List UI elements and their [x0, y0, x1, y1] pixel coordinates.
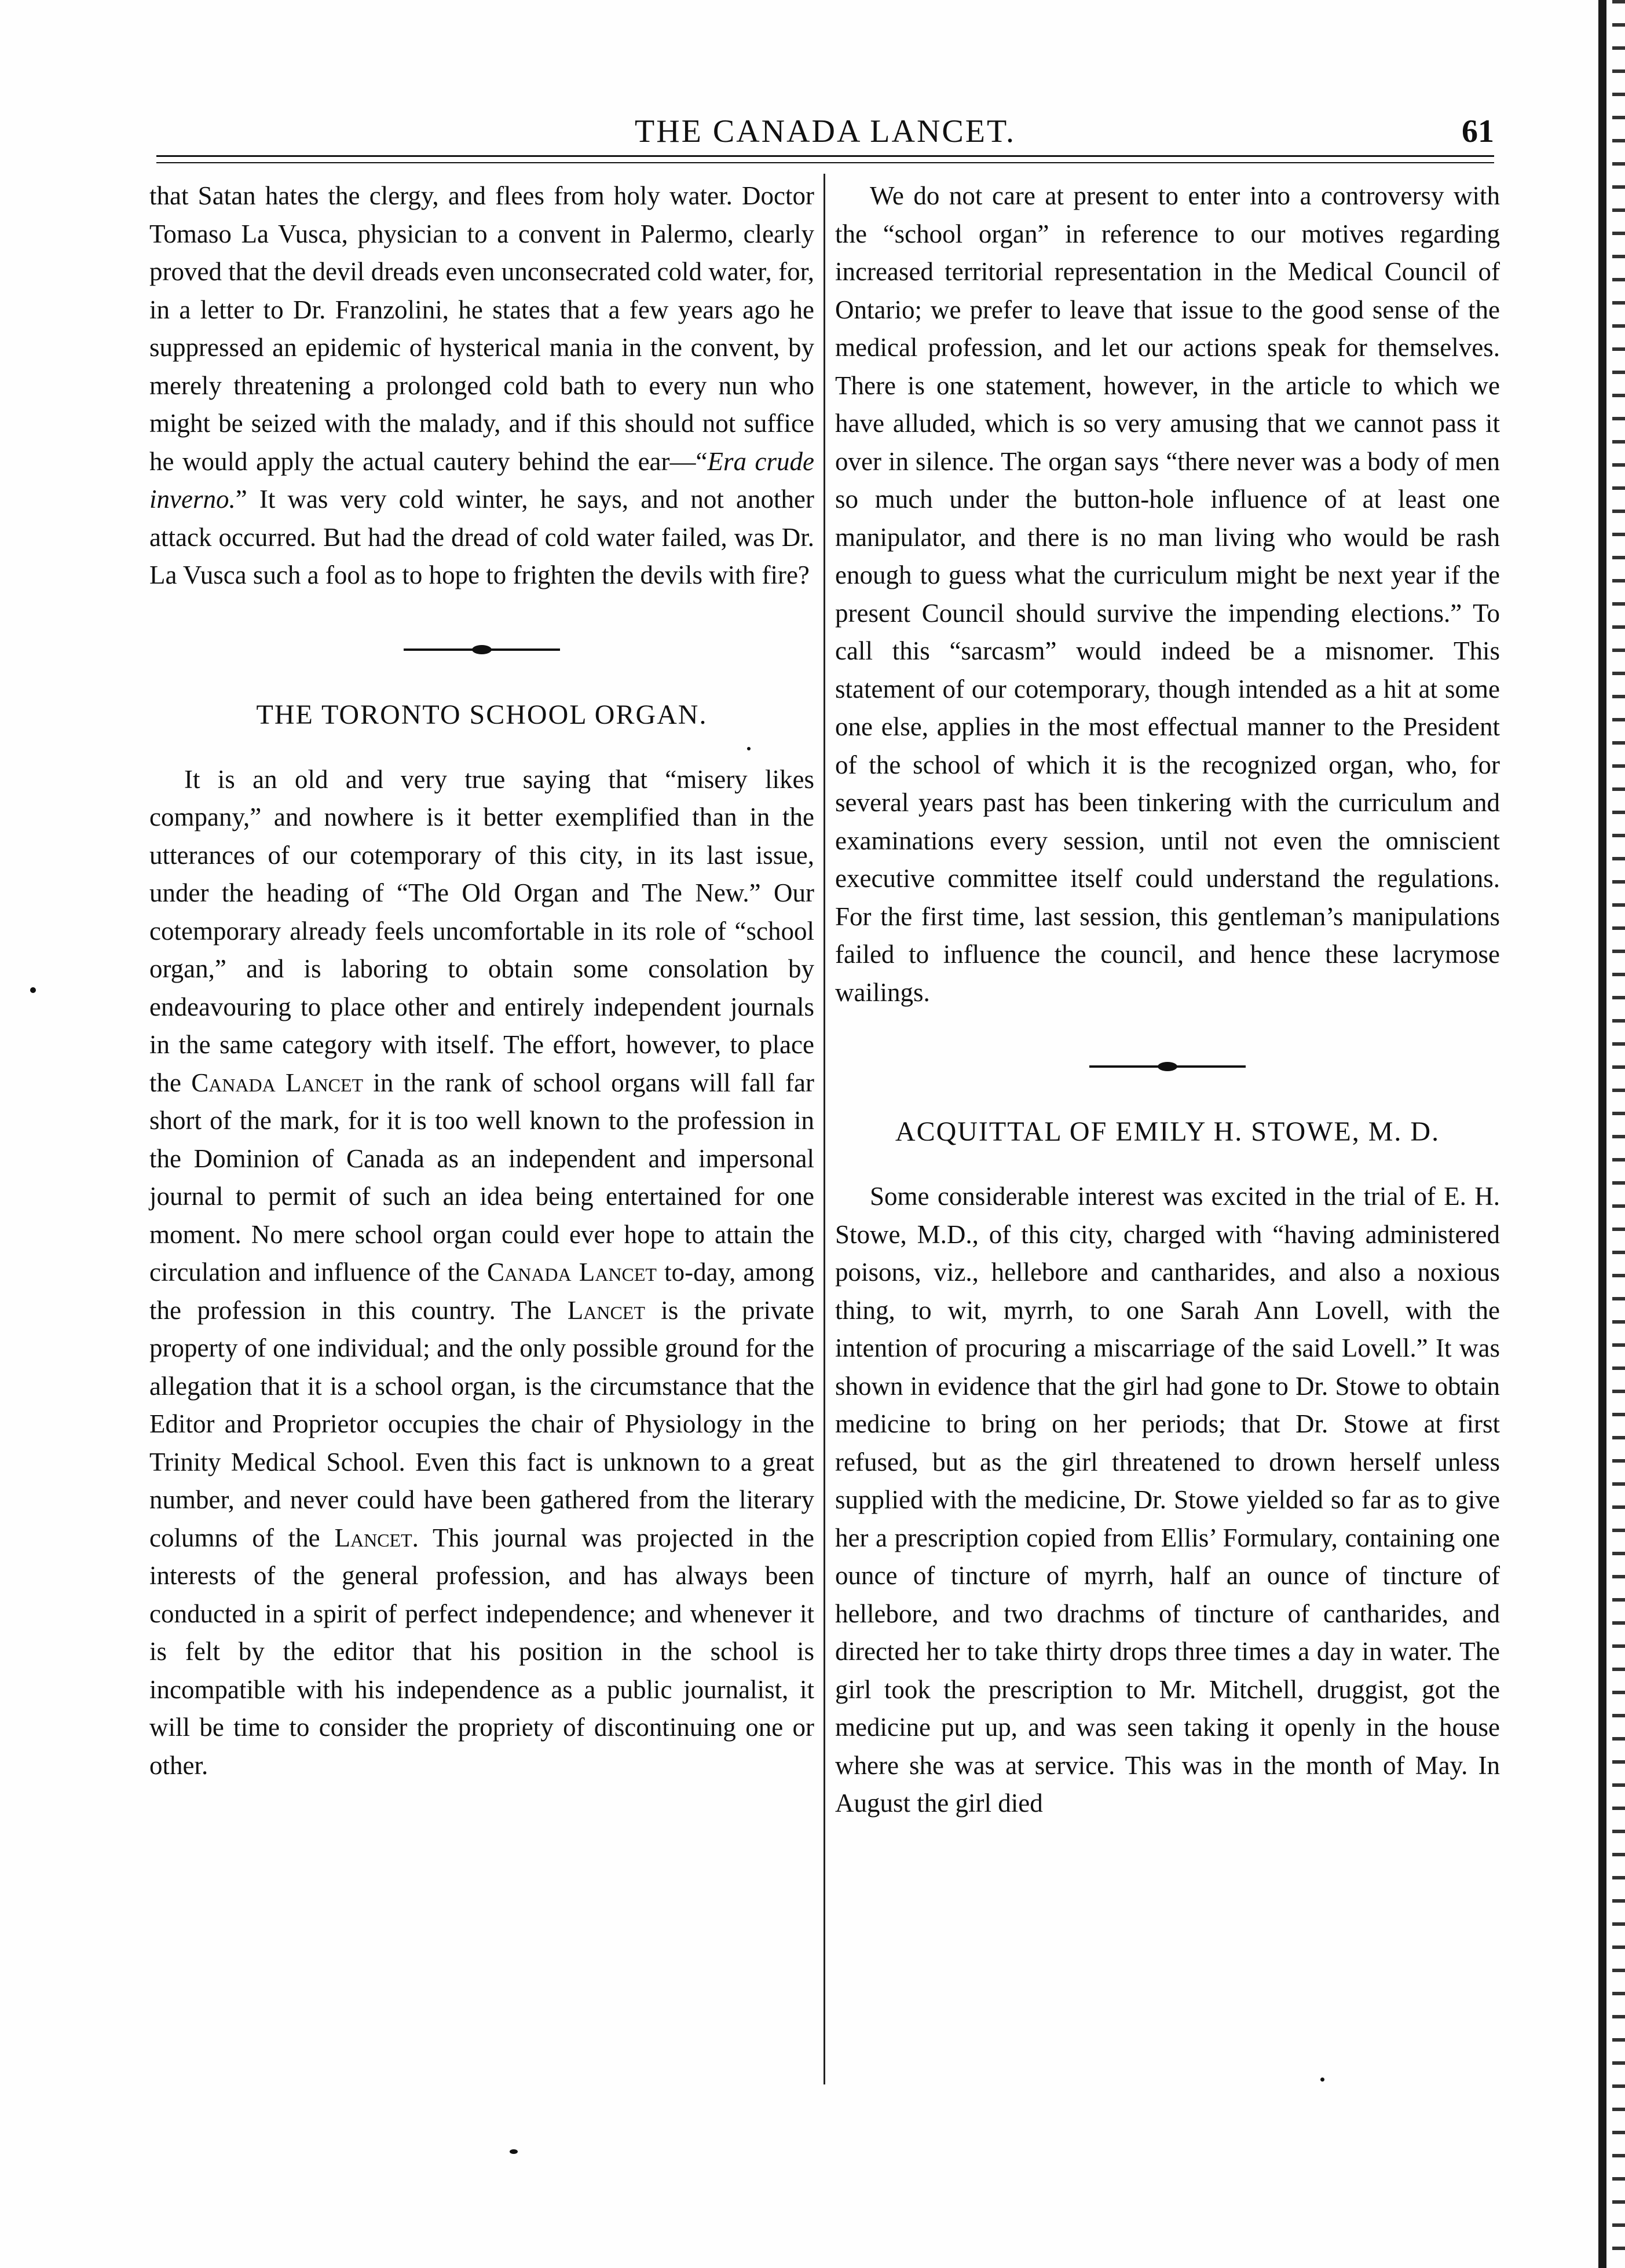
text-run: to-day, among the profession in this country. The: [149, 1258, 814, 1325]
article-paragraph: We do not care at present to enter into a controversy with the “school organ” in reference to our motives regarding increased territorial representation in the Medical Council of Ontario; we prefer to leave that issue to the good sense of the medical profession, and let our actions speak for themselves. There is one statement, however, in the article to which we have alluded, which is so very amusing that we cannot pass it over in silence. The organ says “there never was a body of men so much under the button-hole influence of at least one manipulator, and there is no man living who would be rash enough to guess what the curriculum might be next year if the present Council should survive the impending elections.” To call this “sarcasm” would indeed be a misnomer. This statement of our cotemporary, though intended as a hit at some one else, applies in the most effectual manner to the President of the school of which it is the recognized organ, who, for several years past has been tinkering with the curriculum and examinations every session, until not even the omniscient executive committee itself could understand the regulations. For the first time, last session, this gentleman’s manipulations failed to influence the council, and hence these lacrymose wailings.: [835, 181, 1500, 1007]
scan-speck: [30, 987, 36, 993]
left-column: [149, 177, 814, 1785]
section-ornament: [1089, 1058, 1246, 1075]
section-heading-acquittal-stowe: ACQUITTAL OF EMILY H. STOWE, M. D.: [895, 1116, 1440, 1147]
column-divider: [824, 174, 825, 2084]
running-header: [156, 113, 1494, 159]
text-run: is the private property of one individual; and the only possible ground for the allegation that it is a school organ, is the circumstance that the Editor and Proprietor occupies the chair of Physiology in the Trinity Medical School. Even this fact is unknown to a great number, and never could have been gathered from the literary columns of the: [149, 1295, 814, 1552]
journal-name-smallcaps: Lancet: [567, 1295, 645, 1325]
article-paragraph: Some considerable interest was excited in the trial of E. H. Stowe, M.D., of this city, charged with “having administered poisons, viz., hellebore and cantharides, and also a noxious thing, to wit, myrrh, to one Sarah Ann Lovell, with the intention of procuring a miscarriage of the said Lovell.” It was shown in evidence that the girl had gone to Dr. Stowe to obtain medicine to bring on her periods; that Dr. Stowe at first refused, but as the girl threatened to drown herself unless supplied with the medicine, Dr. Stowe yielded so far as to give her a prescription copied from Ellis’ Formulary, containing one ounce of tincture of myrrh, half an ounce of tincture of hellebore, and two drachms of tincture of cantharides, and directed her to take thirty drops three times a day in water. The girl took the prescription to Mr. Mitchell, druggist, got the medicine put up, and was seen taking it openly in the house where she was at service. This was in the month of May. In August the girl died: [835, 1182, 1500, 1818]
text-run: in the rank of school organs will fall far short of the mark, for it is too well known to the profession in the Dominion of Canada as an independent and impersonal journal to permit of such an idea being entertained for one moment. No mere school organ could ever hope to attain the circulation and influence of the: [149, 1068, 814, 1287]
header-rule-thin: [156, 162, 1494, 163]
scan-speck: [510, 2149, 518, 2154]
right-column: [835, 177, 1500, 1823]
section-heading-toronto-school-organ: THE TORONTO SCHOOL ORGAN.: [256, 699, 708, 730]
binding-texture: [1612, 0, 1625, 2268]
journal-title: THE CANADA LANCET.: [634, 113, 1016, 149]
continued-text: that Satan hates the clergy, and flees from holy water. Doctor Tomaso La Vusca, physician to a convent in Palermo, clearly proved that the devil dreads even unconsecrated cold water, for, in a letter to Dr. Franzolini, he states that a few years ago he suppressed an epidemic of hysterical mania in the convent, by merely threatening a prolonged cold bath to every nun who might be seized with the malady, and if this should not suffice he would apply the actual cautery behind the ear—“: [149, 181, 814, 476]
continued-paragraph: [149, 177, 814, 595]
section-ornament: [404, 641, 560, 658]
journal-name-smallcaps: Lancet.: [334, 1523, 419, 1552]
binding-strip: [1598, 0, 1606, 2268]
header-rule-thick: [156, 155, 1494, 157]
continued-text-end: ” It was very cold winter, he says, and not another attack occurred. But had the dread of cold water failed, was Dr. La Vusca such a fool as to hope to frighten the devils with fire?: [149, 485, 814, 589]
ornament-diamond: [1158, 1062, 1177, 1071]
text-run: It is an old and very true saying that “misery likes company,” and nowhere is it better exemplified than in the utterances of our cotemporary of this city, in its last issue, under the heading of “The Old Organ and The New.” Our cotemporary already feels uncomfortable in its role of “school organ,” and is laboring to obtain some consolation by endeavouring to place other and entirely independent journals in the same category with itself. The effort, however, to place the: [149, 764, 814, 1097]
ornament-diamond: [472, 645, 492, 654]
journal-name-smallcaps: Canada Lancet: [487, 1258, 657, 1287]
text-run: This journal was projected in the interests of the general profession, and has always been conducted in a spirit of perfect independence; and whenever it is felt by the editor that his position in the school is incompatible with his independence as a public journalist, it will be time to consider the propriety of discontinuing one or other.: [149, 1523, 815, 1780]
scan-speck: [747, 747, 751, 750]
journal-name-smallcaps: Canada Lancet: [191, 1068, 364, 1097]
page-number: 61: [1462, 113, 1494, 149]
binding-edge: [1591, 0, 1625, 2268]
scan-speck: [1320, 2078, 1324, 2082]
latin-quote: Era crude inverno.: [149, 446, 814, 514]
article-paragraph: [149, 761, 814, 1785]
